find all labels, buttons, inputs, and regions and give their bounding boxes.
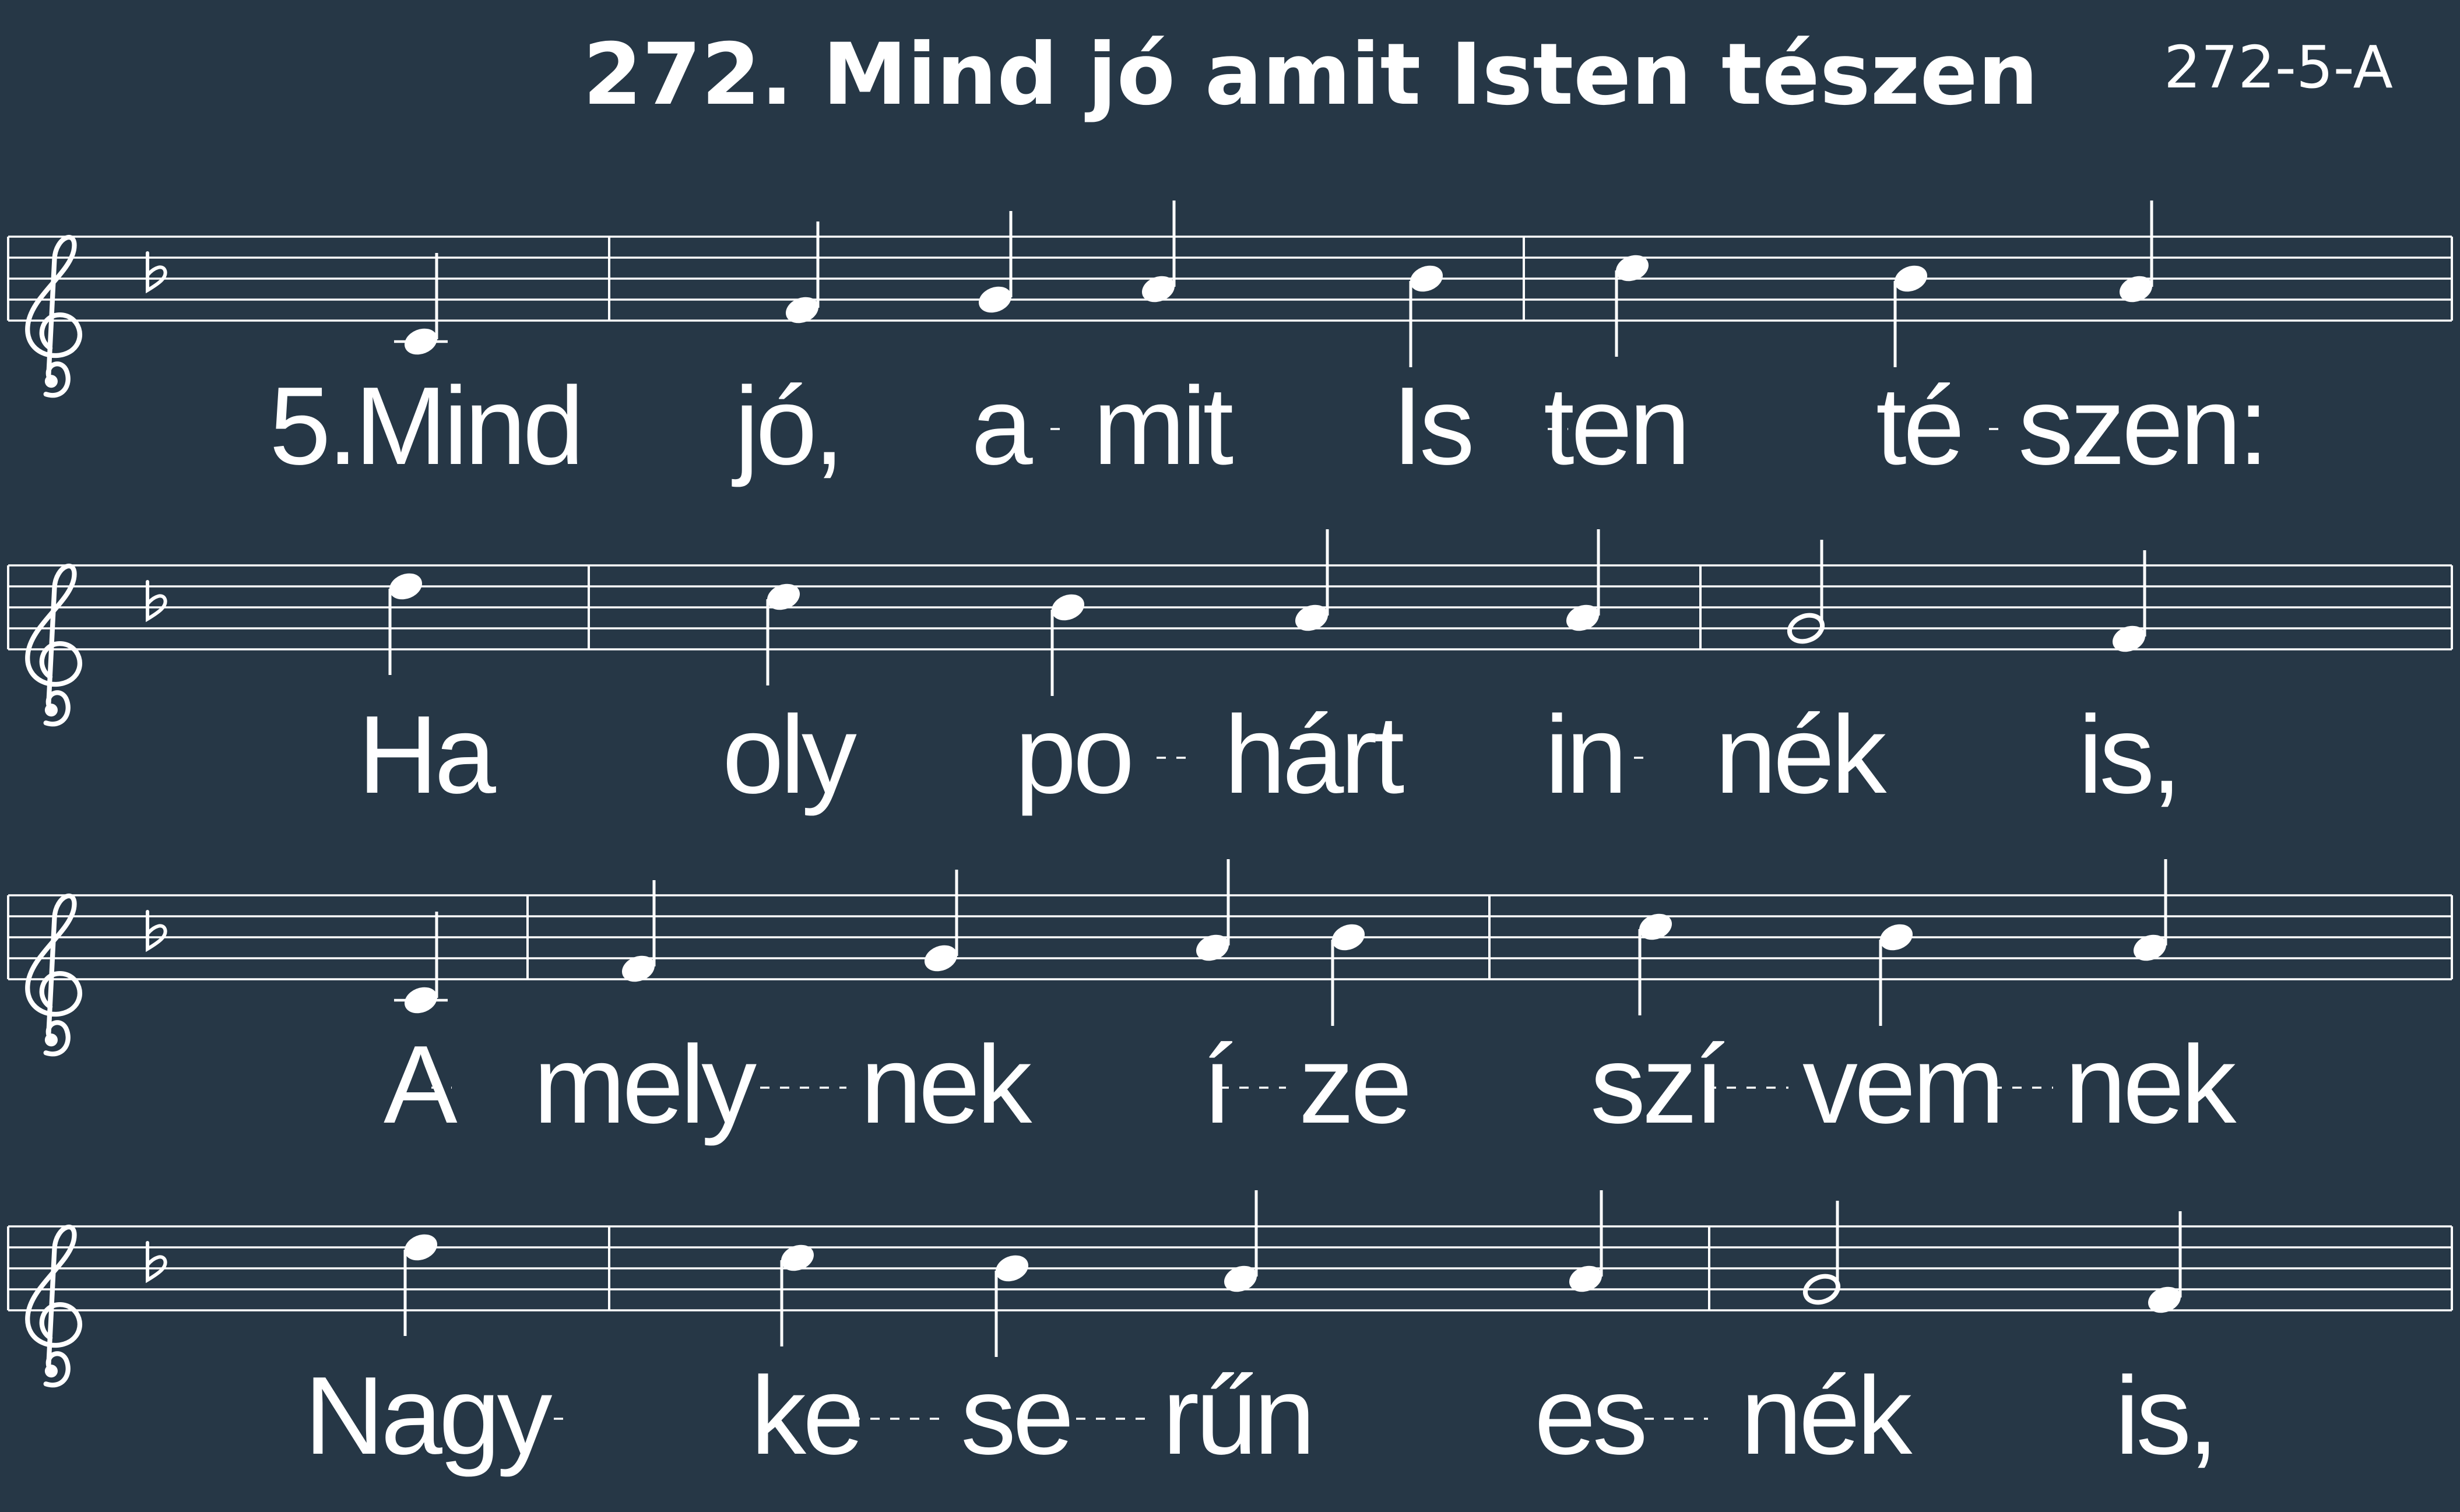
treble-clef-icon	[27, 1227, 80, 1385]
lyric-syllable: in	[1545, 693, 1624, 817]
lyric-syllable: mely	[533, 1023, 754, 1147]
quarter-notehead	[400, 324, 441, 360]
note	[394, 912, 448, 1018]
music-systems	[8, 201, 2452, 1478]
note	[1192, 859, 1233, 965]
note	[1565, 1190, 1606, 1296]
quarter-notehead	[1138, 272, 1179, 307]
quarter-notehead	[1562, 600, 1603, 636]
note	[992, 1251, 1032, 1357]
quarter-notehead	[1220, 1261, 1261, 1297]
note	[1220, 1190, 1261, 1296]
quarter-notehead	[1612, 251, 1653, 286]
lyric-syllable: nek	[2065, 1023, 2233, 1147]
note	[2129, 859, 2170, 965]
lyric-syllable: se	[961, 1354, 1071, 1478]
lyric-syllable: ten	[1544, 364, 1688, 488]
note	[394, 253, 448, 359]
quarter-notehead	[400, 1230, 441, 1265]
lyric-syllable: nék	[1715, 693, 1883, 817]
quarter-notehead	[2144, 1282, 2185, 1318]
note	[1876, 920, 1917, 1026]
lyric-syllable: nek	[860, 1023, 1029, 1147]
staff-system	[8, 201, 2452, 488]
note	[1048, 590, 1088, 696]
treble-clef-icon	[27, 566, 80, 724]
quarter-notehead	[400, 983, 441, 1018]
hymn-title: 272. Mind jó amit Isten tészen	[583, 25, 2039, 124]
quarter-notehead	[1328, 920, 1369, 955]
lyric-syllable: oly	[722, 693, 853, 817]
quarter-notehead	[992, 1251, 1032, 1286]
lyric-syllable: is,	[2115, 1354, 2215, 1478]
lyric-syllable: A	[384, 1023, 454, 1147]
lyric-syllable: is,	[2078, 693, 2178, 817]
note	[1890, 261, 1931, 367]
note	[1635, 909, 1676, 1015]
lyric-syllable: a	[971, 364, 1029, 488]
note	[2115, 201, 2156, 307]
quarter-notehead	[618, 951, 659, 987]
staff-system	[8, 529, 2452, 817]
lyric-syllable: szen:	[2018, 364, 2266, 488]
quarter-notehead	[2115, 272, 2156, 307]
note	[1612, 251, 1653, 357]
quarter-notehead	[1192, 930, 1233, 966]
quarter-notehead	[2129, 930, 2170, 966]
quarter-notehead	[2108, 621, 2149, 657]
lyric-syllable: vem	[1802, 1023, 2001, 1147]
quarter-notehead	[1291, 600, 1332, 636]
quarter-notehead	[777, 1240, 818, 1276]
note	[975, 211, 1015, 317]
note	[920, 870, 961, 976]
note	[1562, 529, 1603, 635]
lyric-syllable: po	[1015, 693, 1131, 817]
staff-system	[8, 859, 2452, 1147]
lyric-syllable: Is	[1392, 364, 1471, 488]
lyric-syllable: szí	[1590, 1023, 1721, 1147]
lyric-syllable: ze	[1299, 1023, 1409, 1147]
lyric-syllable: mit	[1093, 364, 1231, 488]
hymn-code: 272-5-A	[2164, 33, 2393, 101]
quarter-notehead	[782, 293, 823, 328]
lyric-syllable: Ha	[358, 693, 493, 817]
quarter-notehead	[1565, 1261, 1606, 1297]
staff-system	[8, 1190, 2452, 1478]
note	[1406, 261, 1447, 367]
lyric-syllable: ke	[751, 1354, 861, 1478]
note	[385, 569, 426, 675]
lyric-syllable: jó,	[735, 364, 841, 488]
note	[400, 1230, 441, 1336]
lyric-syllable: es	[1534, 1354, 1644, 1478]
treble-clef-icon	[27, 896, 80, 1054]
quarter-notehead	[385, 569, 426, 604]
lyric-syllable: té	[1876, 364, 1962, 488]
note	[1801, 1201, 1842, 1307]
lyric-syllable: 5.Mind	[269, 364, 581, 488]
quarter-notehead	[920, 941, 961, 976]
quarter-notehead	[1890, 261, 1931, 297]
note	[763, 579, 804, 685]
quarter-notehead	[1635, 909, 1676, 945]
treble-clef-icon	[27, 237, 80, 395]
note	[1291, 529, 1332, 635]
lyric-syllable: nék	[1741, 1354, 1909, 1478]
lyric-syllable: rűn	[1162, 1354, 1312, 1478]
lyric-syllable: í	[1202, 1023, 1229, 1147]
quarter-notehead	[1876, 920, 1917, 955]
quarter-notehead	[975, 282, 1015, 318]
quarter-notehead	[1048, 590, 1088, 625]
lyric-syllable: Nagy	[304, 1354, 549, 1478]
quarter-notehead	[1406, 261, 1447, 297]
note	[777, 1240, 818, 1346]
quarter-notehead	[763, 579, 804, 615]
lyric-syllable: hárt	[1224, 693, 1401, 817]
note	[1138, 201, 1179, 307]
note	[1786, 540, 1826, 646]
note	[1328, 920, 1369, 1026]
